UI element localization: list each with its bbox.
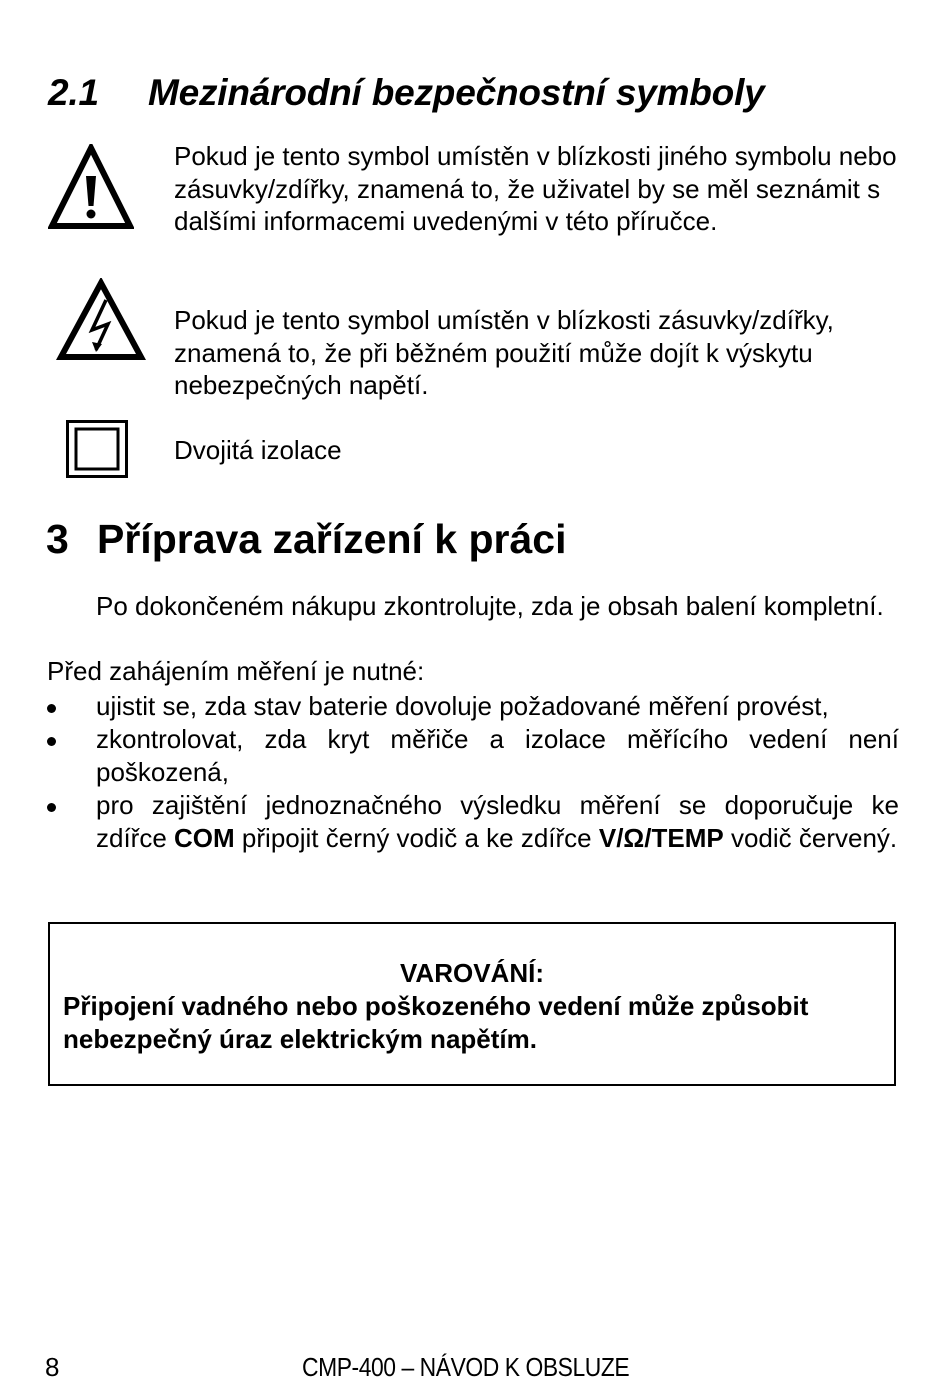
symbol-warning-description: Pokud je tento symbol umístěn v blízkosti jiného symbolu nebo zásuvky/zdířky, znamená to, že uživatel by se měl seznámit s dalšími informacemi uvedenými v této příručce. (174, 141, 897, 236)
warning-text: Připojení vadného nebo poškozeného vedení může způsobit nebezpečný úraz elektrickým napětím. (63, 991, 809, 1054)
before-measure-text: Před zahájením měření je nutné: (47, 656, 425, 686)
section-number: 2.1 (48, 72, 99, 113)
com-terminal-label: COM (174, 823, 235, 853)
bullet-icon (47, 737, 56, 746)
v-ohm-temp-terminal-label: V/Ω/TEMP (598, 823, 724, 853)
section-heading (48, 72, 765, 114)
chapter-title: Příprava zařízení k práci (97, 516, 567, 562)
list-item: ujistit se, zda stav baterie dovoluje požadované měření provést, (47, 690, 899, 723)
page-number: 8 (45, 1352, 60, 1382)
bullet-icon (47, 803, 56, 812)
warning-title: VAROVÁNÍ: (400, 958, 544, 988)
double-insulation-icon (66, 420, 128, 478)
symbol-voltage-description: Pokud je tento symbol umístěn v blízkosti zásuvky/zdířky, znamená to, že při běžném použití může dojít k výskytu nebezpečných napětí. (174, 305, 834, 400)
warning-triangle-exclamation-icon (48, 144, 134, 230)
list-item: zkontrolovat, zda kryt měřiče a izolace měřícího vedení není poškozená, (47, 723, 899, 789)
footer-title: CMP-400 – NÁVOD K OBSLUZE (302, 1352, 630, 1382)
warning-box (48, 922, 896, 1086)
page-footer (0, 1352, 950, 1384)
high-voltage-triangle-icon (56, 278, 146, 362)
bullet-icon (47, 704, 56, 713)
chapter-number: 3 (46, 516, 69, 562)
chapter-heading (46, 516, 566, 563)
checklist (47, 690, 899, 855)
list-item: pro zajištění jednoznačného výsledku měření se doporučuje ke zdířce COM připojit černý vodič a ke zdířce V/Ω/TEMP vodič červený. (47, 789, 899, 855)
symbol-double-insulation-description: Dvojitá izolace (174, 435, 342, 465)
section-title: Mezinárodní bezpečnostní symboly (148, 72, 765, 113)
intro-paragraph: Po dokončeném nákupu zkontrolujte, zda je obsah balení kompletní. (96, 591, 884, 621)
